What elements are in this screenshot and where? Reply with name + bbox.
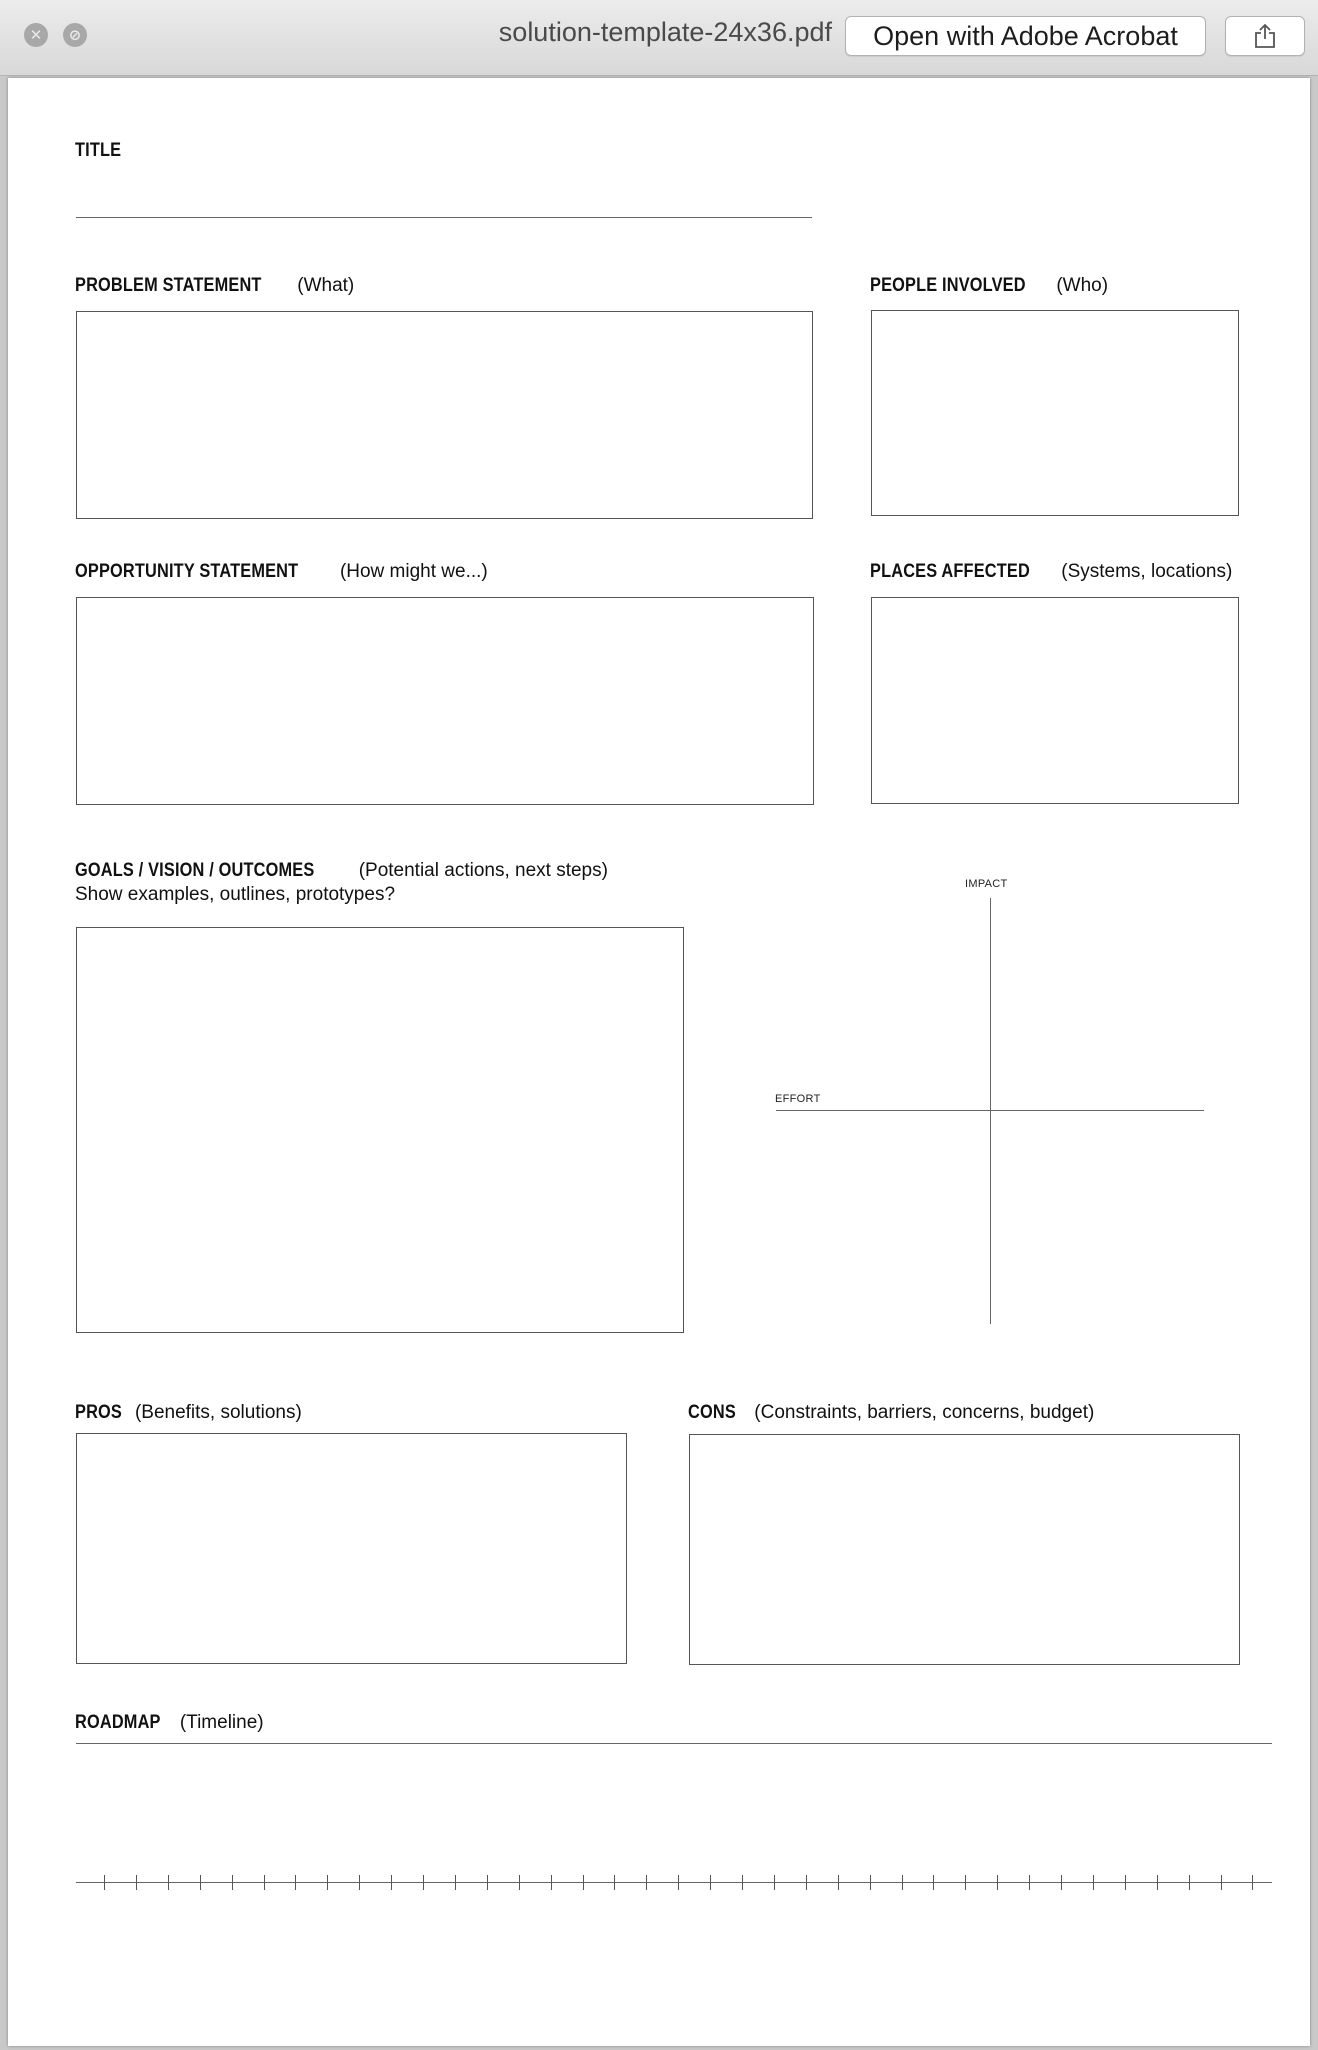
timeline-tick (551, 1875, 552, 1890)
people-involved-box[interactable] (871, 310, 1239, 516)
problem-statement-box[interactable] (76, 311, 813, 519)
timeline-tick (1029, 1875, 1030, 1890)
pros-label-text: PROS (75, 1402, 123, 1423)
roadmap-top-line (76, 1743, 1272, 1744)
timeline-tick (136, 1875, 137, 1890)
timeline-tick (965, 1875, 966, 1890)
goals-box[interactable] (76, 927, 684, 1333)
problem-statement-label (75, 275, 354, 297)
pdf-page[interactable] (8, 78, 1310, 2046)
title-line (76, 217, 812, 218)
people-involved-label-text: PEOPLE INVOLVED (870, 275, 1026, 296)
pros-hint: (Benefits, solutions) (134, 1402, 302, 1423)
window-title: solution-template-24x36.pdf (498, 17, 832, 47)
minimize-icon[interactable]: ⊘ (63, 23, 87, 47)
problem-statement-hint: (What) (297, 275, 355, 296)
timeline-tick (1157, 1875, 1158, 1890)
places-affected-label (870, 561, 1232, 583)
timeline-tick (200, 1875, 201, 1890)
timeline-tick (583, 1875, 584, 1890)
timeline-tick (870, 1875, 871, 1890)
places-affected-hint: (Systems, locations) (1061, 561, 1233, 582)
roadmap-label (75, 1712, 264, 1734)
share-icon (1253, 23, 1277, 49)
cons-hint: (Constraints, barriers, concerns, budget) (754, 1402, 1095, 1423)
timeline-tick (519, 1875, 520, 1890)
timeline-tick (104, 1875, 105, 1890)
goals-label (75, 860, 608, 882)
share-button[interactable] (1225, 16, 1305, 56)
timeline-tick (1189, 1875, 1190, 1890)
timeline-tick (455, 1875, 456, 1890)
places-affected-label-text: PLACES AFFECTED (870, 561, 1030, 582)
title-label (75, 140, 129, 162)
effort-axis-line (776, 1110, 1204, 1111)
timeline-tick (646, 1875, 647, 1890)
timeline-tick (933, 1875, 934, 1890)
timeline-tick (614, 1875, 615, 1890)
timeline-tick (168, 1875, 169, 1890)
roadmap-hint: (Timeline) (179, 1712, 264, 1733)
timeline-tick (295, 1875, 296, 1890)
timeline-tick (391, 1875, 392, 1890)
opportunity-statement-hint: (How might we...) (339, 561, 488, 582)
timeline-tick (1093, 1875, 1094, 1890)
timeline-tick (774, 1875, 775, 1890)
timeline-tick (997, 1875, 998, 1890)
roadmap-label-text: ROADMAP (75, 1712, 161, 1733)
timeline-tick (1061, 1875, 1062, 1890)
open-with-acrobat-button[interactable]: Open with Adobe Acrobat (845, 16, 1206, 56)
timeline-tick (678, 1875, 679, 1890)
timeline-tick (264, 1875, 265, 1890)
timeline-tick (838, 1875, 839, 1890)
impact-axis-line (990, 898, 991, 1324)
timeline-tick (359, 1875, 360, 1890)
effort-axis-label: EFFORT (775, 1093, 821, 1105)
impact-axis-label: IMPACT (965, 878, 1008, 890)
timeline-tick (742, 1875, 743, 1890)
places-affected-box[interactable] (871, 597, 1239, 804)
pros-label (75, 1402, 302, 1424)
timeline-tick (1125, 1875, 1126, 1890)
goals-subhint: Show examples, outlines, prototypes? (75, 884, 396, 905)
timeline-tick (1252, 1875, 1253, 1890)
title-label-text: TITLE (75, 140, 122, 161)
cons-box[interactable] (689, 1434, 1240, 1665)
timeline-tick (1221, 1875, 1222, 1890)
people-involved-hint: (Who) (1056, 275, 1109, 296)
timeline-tick (487, 1875, 488, 1890)
timeline-tick (232, 1875, 233, 1890)
timeline-tick (423, 1875, 424, 1890)
timeline-tick (902, 1875, 903, 1890)
opportunity-statement-label-text: OPPORTUNITY STATEMENT (75, 561, 299, 582)
window-titlebar (0, 0, 1318, 76)
opportunity-statement-box[interactable] (76, 597, 814, 805)
close-icon[interactable]: ✕ (24, 23, 48, 47)
people-involved-label (870, 275, 1108, 297)
pros-box[interactable] (76, 1433, 627, 1664)
timeline-tick (327, 1875, 328, 1890)
goals-label-text: GOALS / VISION / OUTCOMES (75, 860, 315, 881)
timeline-tick (806, 1875, 807, 1890)
timeline-tick (710, 1875, 711, 1890)
cons-label-text: CONS (688, 1402, 736, 1423)
goals-hint: (Potential actions, next steps) (358, 860, 608, 881)
opportunity-statement-label (75, 561, 488, 583)
cons-label (688, 1402, 1094, 1424)
problem-statement-label-text: PROBLEM STATEMENT (75, 275, 262, 296)
